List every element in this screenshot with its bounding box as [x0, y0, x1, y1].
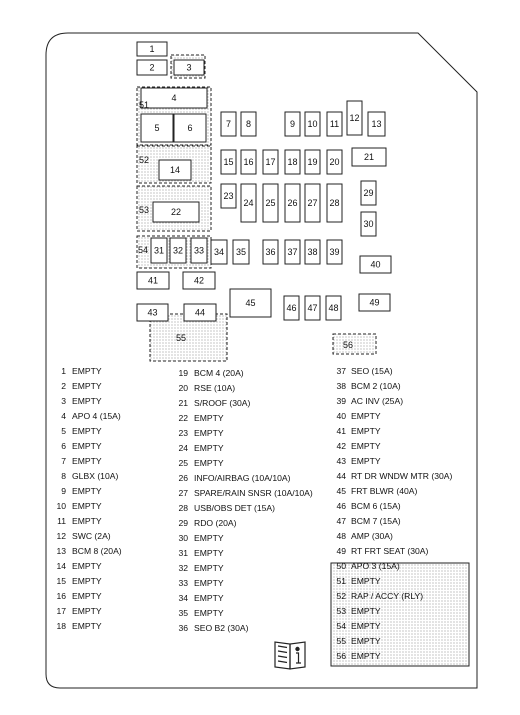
legend-fuse-number: 35	[178, 608, 188, 618]
fuse-5	[141, 114, 173, 142]
legend-fuse-number: 8	[61, 471, 66, 481]
fuse-number: 20	[329, 157, 340, 168]
legend-fuse-label: GLBX (10A)	[72, 471, 119, 481]
fuse-36	[263, 240, 278, 264]
fuse-29	[361, 181, 376, 205]
legend-fuse-number: 44	[336, 471, 346, 481]
legend-fuse-number: 52	[336, 591, 346, 601]
fuse-39	[327, 240, 342, 264]
legend-fuse-label: EMPTY	[194, 533, 224, 543]
legend-fuse-label: AC INV (25A)	[351, 396, 404, 406]
fuse-28	[327, 184, 342, 222]
legend-fuse-number: 17	[56, 606, 66, 616]
legend-row	[50, 484, 122, 499]
fuse-38	[305, 240, 320, 264]
legend-row	[170, 501, 313, 516]
fuse-number: 36	[265, 247, 276, 258]
legend-fuse-label: EMPTY	[351, 606, 381, 616]
fuse-8	[241, 112, 256, 136]
legend-fuse-number: 13	[56, 546, 66, 556]
legend-fuse-label: EMPTY	[72, 381, 102, 391]
legend-row	[170, 441, 313, 456]
fuse-number: 40	[370, 259, 381, 270]
legend-fuse-label: RT DR WNDW MTR (30A)	[351, 471, 453, 481]
legend-fuse-number: 9	[61, 486, 66, 496]
fuse-19	[305, 150, 320, 174]
legend-fuse-label: EMPTY	[72, 426, 102, 436]
legend-fuse-number: 36	[178, 623, 188, 633]
fuse-18	[285, 150, 300, 174]
fuse-number: 43	[147, 307, 158, 318]
legend-column-1	[50, 364, 122, 634]
legend-row	[329, 619, 452, 634]
legend-row	[50, 544, 122, 559]
fuse-number: 1	[149, 44, 155, 55]
legend-fuse-number: 12	[56, 531, 66, 541]
fuse-number: 27	[307, 198, 318, 209]
legend-row	[50, 379, 122, 394]
fuse-24	[241, 184, 256, 222]
fuse-number: 9	[289, 119, 296, 130]
legend-fuse-number: 15	[56, 576, 66, 586]
legend-fuse-number: 23	[178, 428, 188, 438]
legend-fuse-number: 42	[336, 441, 346, 451]
fuse-number: 34	[213, 247, 225, 258]
legend-fuse-label: SEO B2 (30A)	[194, 623, 249, 633]
legend-fuse-number: 18	[56, 621, 66, 631]
fuse-11	[327, 112, 342, 136]
legend-fuse-label: EMPTY	[194, 428, 224, 438]
fuse-number: 45	[245, 298, 256, 309]
legend-fuse-number: 29	[178, 518, 188, 528]
legend-fuse-number: 3	[61, 396, 66, 406]
fuse-number: 12	[349, 113, 360, 124]
fuse-number: 25	[265, 198, 276, 209]
fuse-17	[263, 150, 278, 174]
legend-column-3	[329, 364, 452, 664]
fuse-number: 42	[193, 275, 205, 286]
legend-fuse-number: 7	[61, 456, 66, 466]
legend-row	[329, 574, 452, 589]
legend-fuse-label: EMPTY	[72, 576, 102, 586]
fuse-2	[137, 60, 167, 75]
legend-row	[329, 529, 452, 544]
legend-fuse-label: S/ROOF (30A)	[194, 398, 251, 408]
legend-row	[170, 456, 313, 471]
legend-row	[329, 649, 452, 664]
fuse-number: 29	[363, 188, 374, 199]
fuse-number: 46	[286, 303, 297, 314]
legend-fuse-number: 50	[336, 561, 346, 571]
legend-row	[50, 409, 122, 424]
legend-row	[329, 379, 452, 394]
legend-fuse-label: EMPTY	[194, 443, 224, 453]
legend-fuse-label: BCM 8 (20A)	[72, 546, 122, 556]
fuse-number: 17	[265, 157, 276, 168]
legend-fuse-label: EMPTY	[351, 456, 381, 466]
fuse-number: 10	[307, 119, 318, 130]
legend-row	[329, 604, 452, 619]
legend-fuse-label: EMPTY	[72, 561, 102, 571]
legend-fuse-label: AMP (30A)	[351, 531, 393, 541]
legend-row	[329, 409, 452, 424]
legend-fuse-number: 55	[336, 636, 346, 646]
legend-fuse-number: 10	[56, 501, 66, 511]
fuse-number: 5	[154, 123, 160, 134]
fuse-4	[141, 88, 207, 108]
legend-fuse-number: 2	[61, 381, 66, 391]
legend-fuse-number: 54	[336, 621, 346, 631]
legend-fuse-label: EMPTY	[351, 621, 381, 631]
legend-fuse-label: EMPTY	[72, 456, 102, 466]
fuse-number: 21	[363, 152, 375, 163]
legend-fuse-label: EMPTY	[194, 593, 224, 603]
legend-fuse-number: 4	[61, 411, 66, 421]
legend-fuse-label: EMPTY	[72, 501, 102, 511]
fuse-number: 16	[243, 157, 254, 168]
fuse-42	[183, 272, 215, 289]
fuse-number: 14	[169, 165, 181, 176]
legend-fuse-label: BCM 2 (10A)	[351, 381, 401, 391]
fuse-15	[221, 150, 236, 174]
legend-row	[50, 454, 122, 469]
fuse-number: 18	[287, 157, 298, 168]
fuse-number: 31	[153, 245, 165, 256]
fuse-3	[174, 60, 204, 75]
legend-fuse-label: SEO (15A)	[351, 366, 393, 376]
fuse-45	[230, 289, 271, 317]
legend-fuse-number: 20	[178, 383, 188, 393]
fuse-1	[137, 42, 167, 56]
legend-fuse-number: 53	[336, 606, 346, 616]
legend-row	[170, 366, 313, 381]
legend-row	[50, 559, 122, 574]
fuse-43	[137, 304, 168, 321]
zone-label-55: 55	[175, 333, 187, 343]
legend-row	[329, 634, 452, 649]
fuse-number: 8	[245, 119, 252, 130]
legend-fuse-label: EMPTY	[194, 458, 224, 468]
legend-fuse-label: USB/OBS DET (15A)	[194, 503, 276, 513]
legend-fuse-label: SPARE/RAIN SNSR (10A/10A)	[194, 488, 313, 498]
legend-row	[50, 514, 122, 529]
fuse-number: 22	[170, 207, 182, 218]
legend-fuse-label: EMPTY	[351, 441, 381, 451]
fuse-number: 7	[225, 119, 232, 130]
fuse-number: 2	[149, 62, 155, 73]
fuse-number: 37	[287, 247, 298, 258]
legend-row	[50, 439, 122, 454]
fuse-32	[170, 238, 186, 263]
legend-fuse-number: 6	[61, 441, 66, 451]
legend-fuse-number: 27	[178, 488, 188, 498]
legend-row	[170, 411, 313, 426]
fuse-33	[191, 238, 207, 263]
fuse-number: 33	[193, 245, 205, 256]
legend-fuse-label: BCM 4 (20A)	[194, 368, 244, 378]
legend-fuse-label: BCM 6 (15A)	[351, 501, 401, 511]
legend-row	[329, 364, 452, 379]
legend-row	[50, 529, 122, 544]
legend-fuse-label: EMPTY	[194, 413, 224, 423]
fuse-number: 6	[187, 123, 193, 134]
zone-label-54: 54	[138, 245, 149, 255]
fuse-number: 47	[307, 303, 318, 314]
legend-column-2	[170, 366, 313, 636]
fuse-31	[151, 238, 167, 263]
fuse-12	[347, 101, 362, 135]
legend-row	[329, 589, 452, 604]
fuse-number: 44	[194, 307, 206, 318]
relay-zone-56	[333, 334, 376, 354]
fuse-35	[233, 240, 249, 264]
legend-row	[170, 561, 313, 576]
fuse-41	[137, 272, 169, 289]
legend-row	[329, 484, 452, 499]
legend-fuse-number: 32	[178, 563, 188, 573]
legend-fuse-label: EMPTY	[72, 366, 102, 376]
legend-fuse-label: EMPTY	[351, 426, 381, 436]
legend-fuse-label: EMPTY	[72, 516, 102, 526]
legend-fuse-number: 33	[178, 578, 188, 588]
fuse-26	[285, 184, 300, 222]
fuse-13	[368, 112, 385, 136]
legend-row	[329, 454, 452, 469]
fuse-number: 32	[172, 245, 184, 256]
zone-label-52: 52	[139, 155, 150, 165]
legend-fuse-number: 39	[336, 396, 346, 406]
legend-row	[329, 469, 452, 484]
legend-fuse-number: 48	[336, 531, 346, 541]
legend-fuse-label: APO 4 (15A)	[72, 411, 121, 421]
legend-row	[170, 516, 313, 531]
legend-fuse-number: 49	[336, 546, 346, 556]
legend-row	[329, 439, 452, 454]
fuse-number: 24	[243, 198, 254, 209]
fuse-number: 11	[329, 119, 340, 130]
legend-fuse-number: 46	[336, 501, 346, 511]
legend-fuse-number: 5	[61, 426, 66, 436]
legend-fuse-number: 28	[178, 503, 188, 513]
legend-fuse-label: RSE (10A)	[194, 383, 236, 393]
legend-fuse-label: INFO/AIRBAG (10A/10A)	[194, 473, 291, 483]
legend-fuse-number: 41	[336, 426, 346, 436]
legend-row	[50, 604, 122, 619]
fuse-number: 26	[287, 198, 298, 209]
legend-fuse-label: SWC (2A)	[72, 531, 111, 541]
fuse-40	[360, 256, 391, 273]
fuse-number: 49	[369, 297, 380, 308]
fuse-6	[174, 114, 206, 142]
legend-fuse-label: EMPTY	[72, 396, 102, 406]
legend-fuse-label: BCM 7 (15A)	[351, 516, 401, 526]
legend-fuse-label: RT FRT SEAT (30A)	[351, 546, 429, 556]
legend-fuse-number: 26	[178, 473, 188, 483]
legend-fuse-number: 22	[178, 413, 188, 423]
fuse-9	[285, 112, 300, 136]
legend-row	[170, 606, 313, 621]
fuse-number: 39	[329, 247, 340, 258]
legend-row	[170, 426, 313, 441]
legend-row	[170, 471, 313, 486]
legend-row	[329, 424, 452, 439]
legend-fuse-label: EMPTY	[351, 636, 381, 646]
legend-row	[50, 499, 122, 514]
fuse-number: 48	[328, 303, 339, 314]
legend-row	[170, 396, 313, 411]
fuse-20	[327, 150, 342, 174]
legend-row	[50, 619, 122, 634]
fuse-number: 35	[235, 247, 247, 258]
legend-fuse-label: EMPTY	[72, 591, 102, 601]
fuse-number: 4	[171, 93, 177, 104]
fuse-44	[184, 304, 216, 321]
zone-label-53: 53	[139, 205, 150, 215]
fuse-7	[221, 112, 236, 136]
legend-row	[170, 576, 313, 591]
legend-row	[170, 591, 313, 606]
fuse-27	[305, 184, 320, 222]
fuse-number: 38	[307, 247, 318, 258]
legend-fuse-number: 56	[336, 651, 346, 661]
fuse-47	[305, 296, 320, 320]
legend-row	[50, 364, 122, 379]
legend-fuse-label: EMPTY	[351, 411, 381, 421]
legend-row	[329, 499, 452, 514]
legend-row	[50, 424, 122, 439]
fuse-30	[361, 212, 376, 236]
legend-row	[170, 546, 313, 561]
legend-fuse-label: EMPTY	[72, 486, 102, 496]
legend-fuse-label: RAP / ACCY (RLY)	[351, 591, 424, 601]
legend-fuse-label: EMPTY	[194, 548, 224, 558]
fuse-number: 19	[307, 157, 318, 168]
legend-fuse-number: 34	[178, 593, 188, 603]
legend-fuse-number: 45	[336, 486, 346, 496]
legend-fuse-label: EMPTY	[194, 563, 224, 573]
legend-fuse-number: 24	[178, 443, 188, 453]
legend-fuse-number: 37	[336, 366, 346, 376]
fuse-22	[153, 202, 199, 222]
fuse-number: 30	[363, 219, 374, 230]
legend-fuse-number: 11	[57, 516, 66, 526]
fuse-number: 15	[223, 157, 234, 168]
legend-fuse-label: EMPTY	[351, 576, 381, 586]
legend-fuse-label: RDO (20A)	[194, 518, 237, 528]
legend-row	[170, 381, 313, 396]
legend-fuse-label: APO 3 (15A)	[351, 561, 400, 571]
legend-fuse-number: 1	[61, 366, 66, 376]
fuse-number: 23	[223, 191, 234, 202]
fuse-25	[263, 184, 278, 222]
legend-fuse-number: 19	[178, 368, 188, 378]
legend-fuse-number: 38	[336, 381, 346, 391]
fuse-21	[352, 148, 386, 166]
legend-fuse-label: EMPTY	[194, 608, 224, 618]
fuse-number: 41	[147, 275, 159, 286]
fuse-number: 3	[186, 62, 192, 73]
fuse-34	[211, 240, 227, 264]
fuse-14	[159, 160, 191, 180]
legend-fuse-number: 47	[336, 516, 346, 526]
fuse-23	[221, 184, 236, 208]
legend-row	[329, 394, 452, 409]
legend-fuse-label: EMPTY	[351, 651, 381, 661]
zone-label-56: 56	[342, 340, 354, 350]
legend-fuse-number: 30	[178, 533, 188, 543]
legend-row	[50, 469, 122, 484]
fuse-number: 13	[371, 119, 382, 130]
fuse-49	[359, 294, 390, 311]
legend-row	[329, 544, 452, 559]
legend-row	[170, 621, 313, 636]
legend-fuse-label: EMPTY	[194, 578, 224, 588]
legend-row	[329, 559, 452, 574]
legend-fuse-number: 31	[178, 548, 188, 558]
legend-fuse-label: EMPTY	[72, 606, 102, 616]
legend-fuse-number: 21	[178, 398, 188, 408]
legend-row	[50, 394, 122, 409]
legend-fuse-number: 25	[178, 458, 188, 468]
fuse-16	[241, 150, 256, 174]
zone-label-51: 51	[139, 100, 150, 110]
fuse-46	[284, 296, 299, 320]
legend-row	[50, 589, 122, 604]
fuse-48	[326, 296, 341, 320]
legend-fuse-label: FRT BLWR (40A)	[351, 486, 418, 496]
fuse-number: 28	[329, 198, 340, 209]
legend-row	[329, 514, 452, 529]
fuse-10	[305, 112, 320, 136]
legend-row	[170, 486, 313, 501]
legend-fuse-label: EMPTY	[72, 621, 102, 631]
legend-fuse-label: EMPTY	[72, 441, 102, 451]
legend-fuse-number: 40	[336, 411, 346, 421]
legend-row	[170, 531, 313, 546]
legend-fuse-number: 14	[56, 561, 66, 571]
legend-fuse-number: 51	[336, 576, 346, 586]
legend-fuse-number: 43	[336, 456, 346, 466]
legend-row	[50, 574, 122, 589]
legend-fuse-number: 16	[56, 591, 66, 601]
fuse-37	[285, 240, 300, 264]
